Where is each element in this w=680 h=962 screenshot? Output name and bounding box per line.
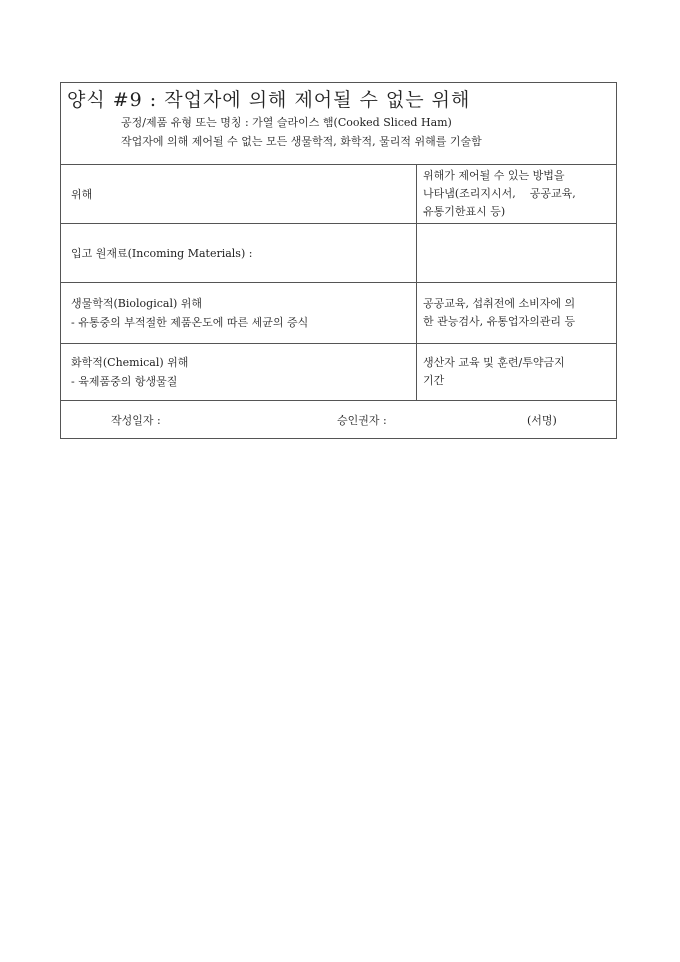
column-header-row [61, 165, 616, 224]
control-header-line: 나타냄(조리지시서, 공공교육, [423, 187, 576, 200]
control-cell [417, 344, 616, 400]
control-text: 기간 [423, 374, 445, 387]
date-label: 작성일자 : [111, 414, 161, 427]
hazard-cell [61, 344, 417, 400]
hazard-cell [61, 224, 417, 282]
form-title: 양식 #9 : 작업자에 의해 제어될 수 없는 위해 [67, 89, 471, 111]
hazard-text: 화학적(Chemical) 위해 [71, 356, 189, 369]
control-text: 공공교육, 섭취전에 소비자에 의 [423, 297, 576, 310]
hazard-text: - 유통중의 부적절한 제품온도에 따른 세균의 증식 [71, 316, 309, 329]
hazard-column-header [61, 165, 417, 223]
form-footer [61, 401, 616, 438]
form-header [61, 83, 616, 165]
control-cell [417, 224, 616, 282]
control-header-line: 위해가 제어될 수 있는 방법을 [423, 169, 565, 182]
hazard-cell [61, 283, 417, 343]
approver-label: 승인권자 : [337, 414, 387, 427]
signature-label: (서명) [527, 414, 557, 427]
product-line: 공정/제품 유형 또는 명칭 : 가열 슬라이스 햄(Cooked Sliced Ham) [121, 116, 452, 129]
control-text: 생산자 교육 및 훈련/투약금지 [423, 356, 565, 369]
table-row [61, 344, 616, 401]
control-cell [417, 283, 616, 343]
instruction-line: 작업자에 의해 제어될 수 없는 모든 생물학적, 화학적, 물리적 위해를 기술함 [121, 135, 482, 148]
table-row [61, 283, 616, 344]
table-row [61, 224, 616, 283]
control-header-line: 유통기한표시 등) [423, 205, 506, 218]
control-text: 한 관능검사, 유통업자의관리 등 [423, 315, 576, 328]
hazard-text: - 육제품중의 항생물질 [71, 375, 178, 388]
hazard-header-text: 위해 [71, 187, 93, 201]
hazard-text: 생물학적(Biological) 위해 [71, 297, 202, 310]
hazard-text: 입고 원재료(Incoming Materials) : [71, 246, 253, 260]
hazard-form [60, 82, 617, 439]
control-column-header [417, 165, 616, 223]
